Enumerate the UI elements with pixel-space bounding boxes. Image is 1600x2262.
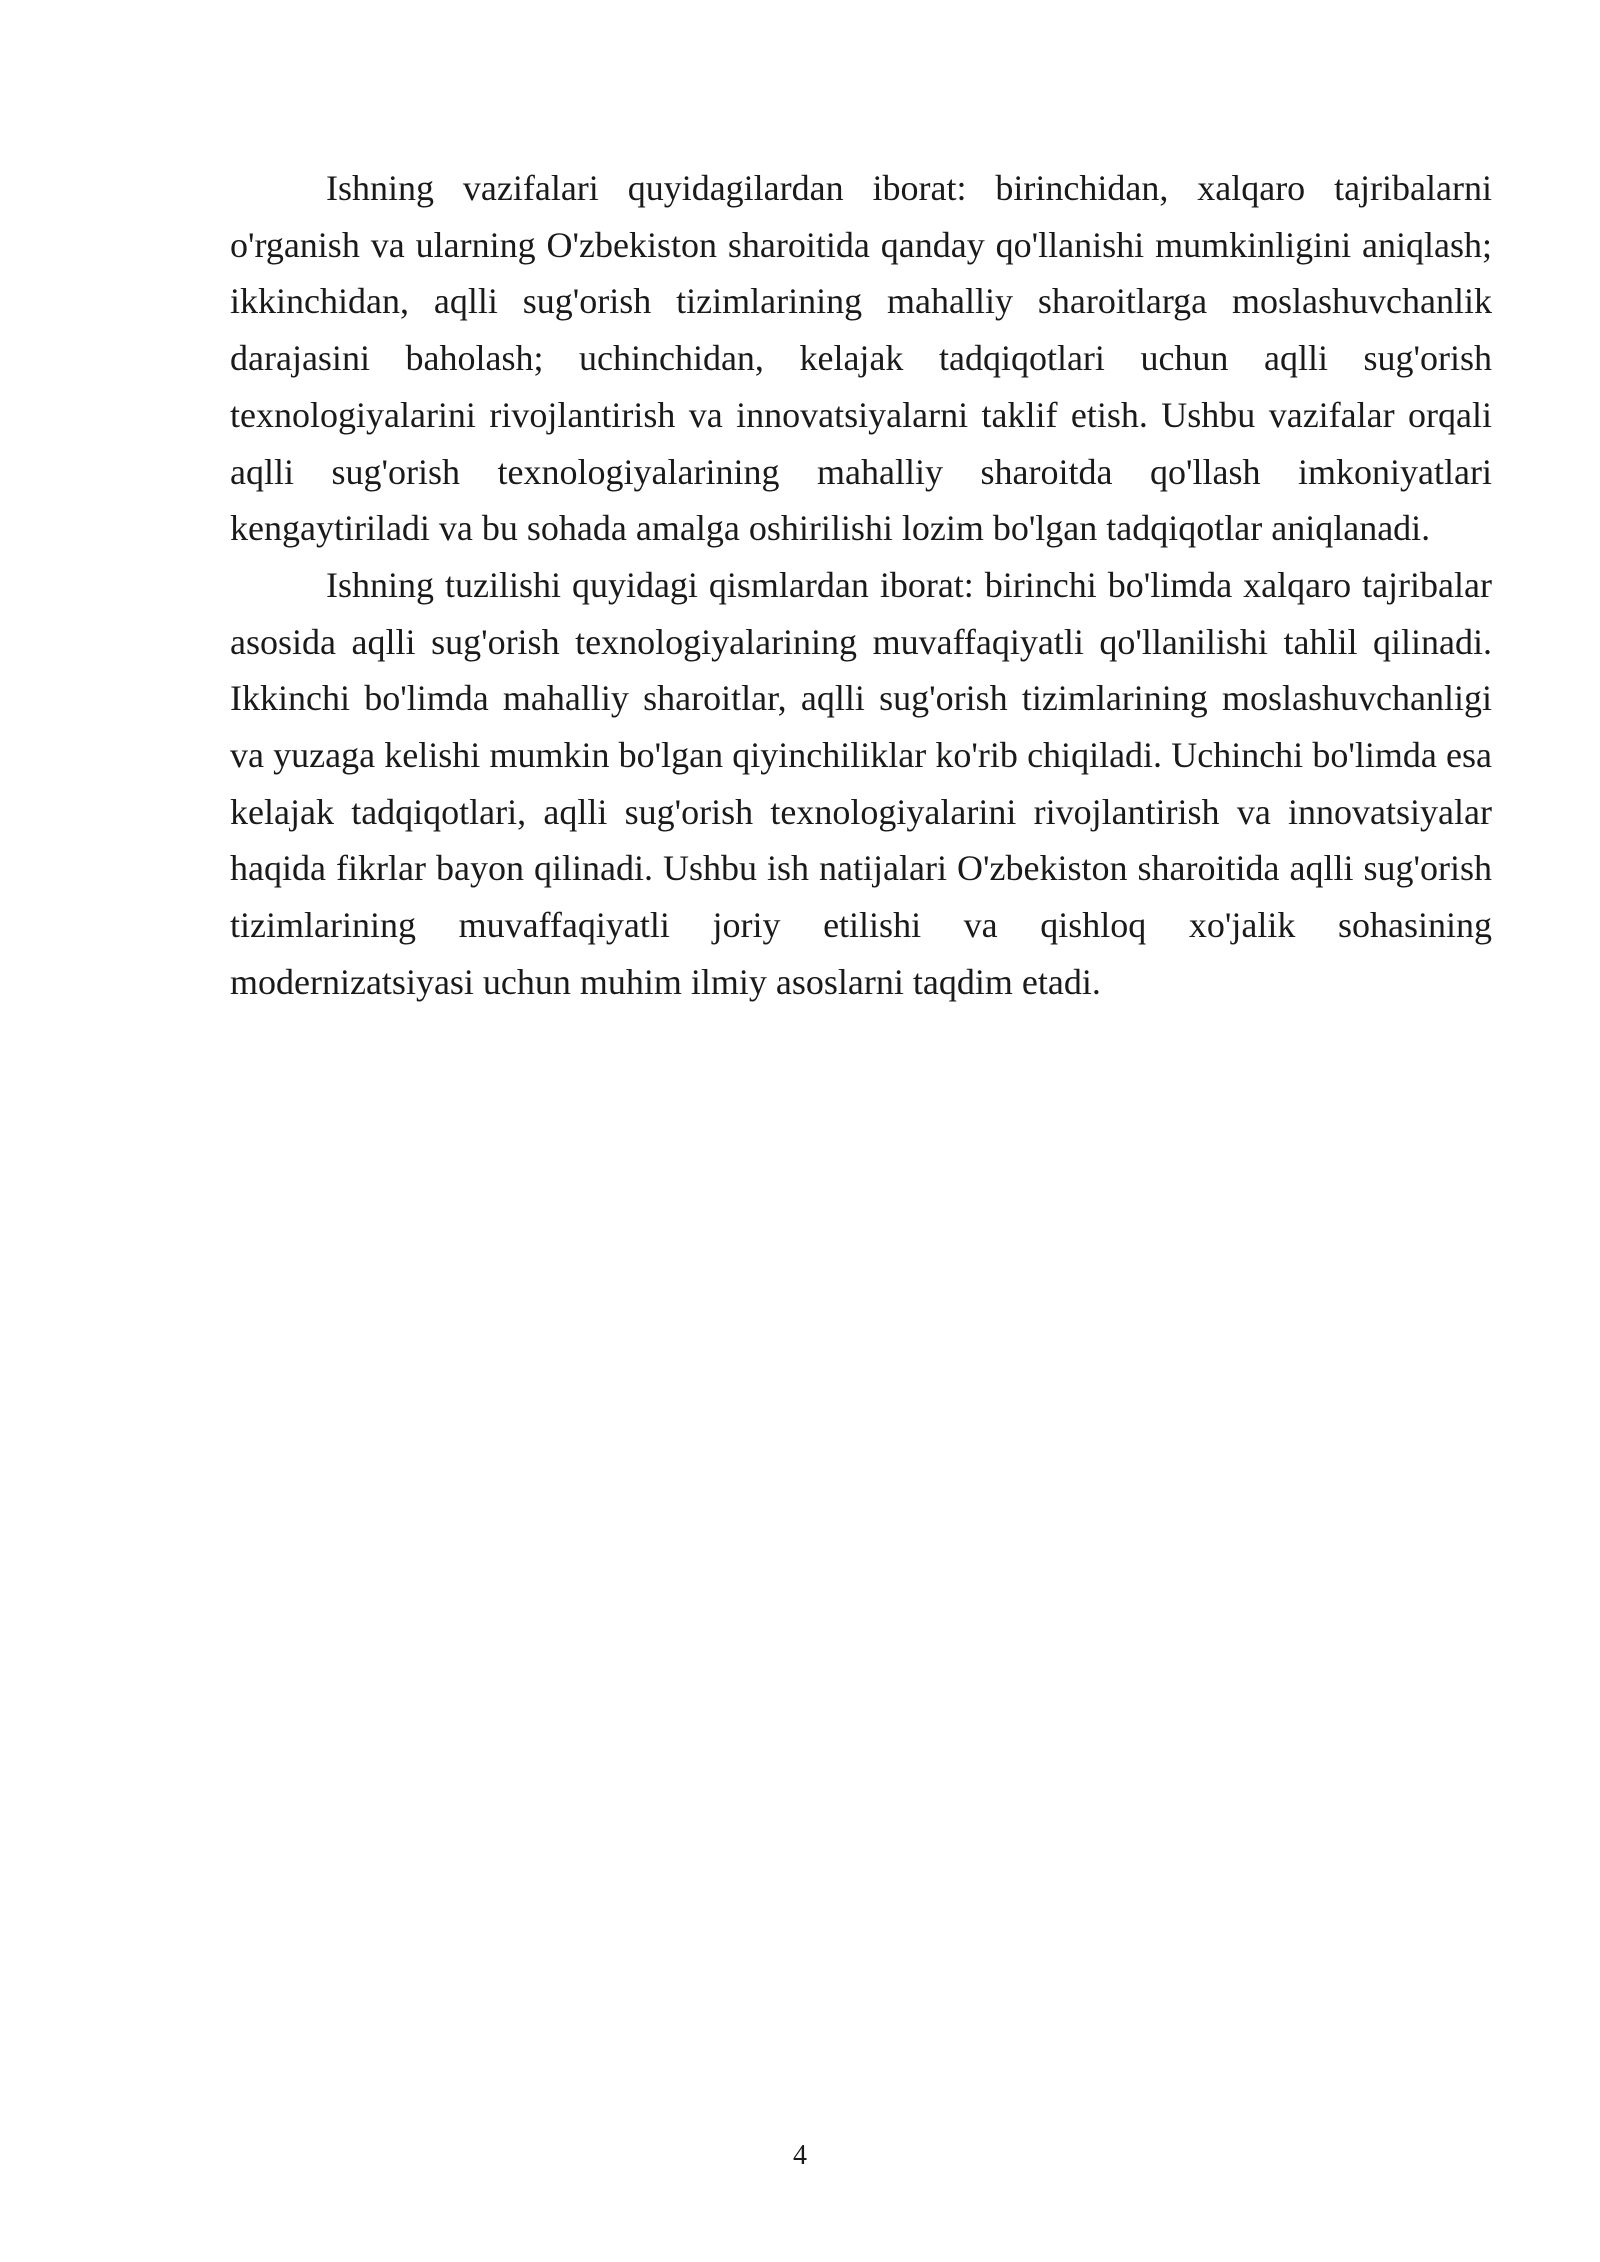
- paragraph-tasks: Ishning vazifalari quyidagilardan iborat: birinchidan, xalqaro tajribalarni o'rganish va ularning O'zbekiston sharoitida qanday qo'llanishi mumkinligini aniqlash; ikkinchidan, aqlli sug'orish tizimlarining mahalliy sharoitlarga moslashuvchanlik darajasini baholash; uchinchidan, kelajak tadqiqotlari uchun aqlli sug'orish texnologiyalarini rivojlantirish va innovatsiyalarni taklif etish. Ushbu vazifalar orqali aqlli sug'orish texnologiyalarining mahalliy sharoitda qo'llash imkoniyatlari kengaytiriladi va bu sohada amalga oshirilishi lozim bo'lgan tadqiqotlar aniqlanadi.: [230, 168, 1492, 549]
- page-number: 4: [793, 2140, 807, 2171]
- paragraph-structure: Ishning tuzilishi quyidagi qismlardan iborat: birinchi bo'limda xalqaro tajribalar asosida aqlli sug'orish texnologiyalarining muvaffaqiyatli qo'llanilishi tahlil qilinadi. Ikkinchi bo'limda mahalliy sharoitlar, aqlli sug'orish tizimlarining moslashuvchanligi va yuzaga kelishi mumkin bo'lgan qiyinchiliklar ko'rib chiqiladi. Uchinchi bo'limda esa kelajak tadqiqotlari, aqlli sug'orish texnologiyalarini rivojlantirish va innovatsiyalar haqida fikrlar bayon qilinadi. Ushbu ish natijalari O'zbekiston sharoitida aqlli sug'orish tizimlarining muvaffaqiyatli joriy etilishi va qishloq xo'jalik sohasining modernizatsiyasi uchun muhim ilmiy asoslarni taqdim etadi.: [230, 564, 1492, 1002]
- body-text: [230, 160, 1492, 1011]
